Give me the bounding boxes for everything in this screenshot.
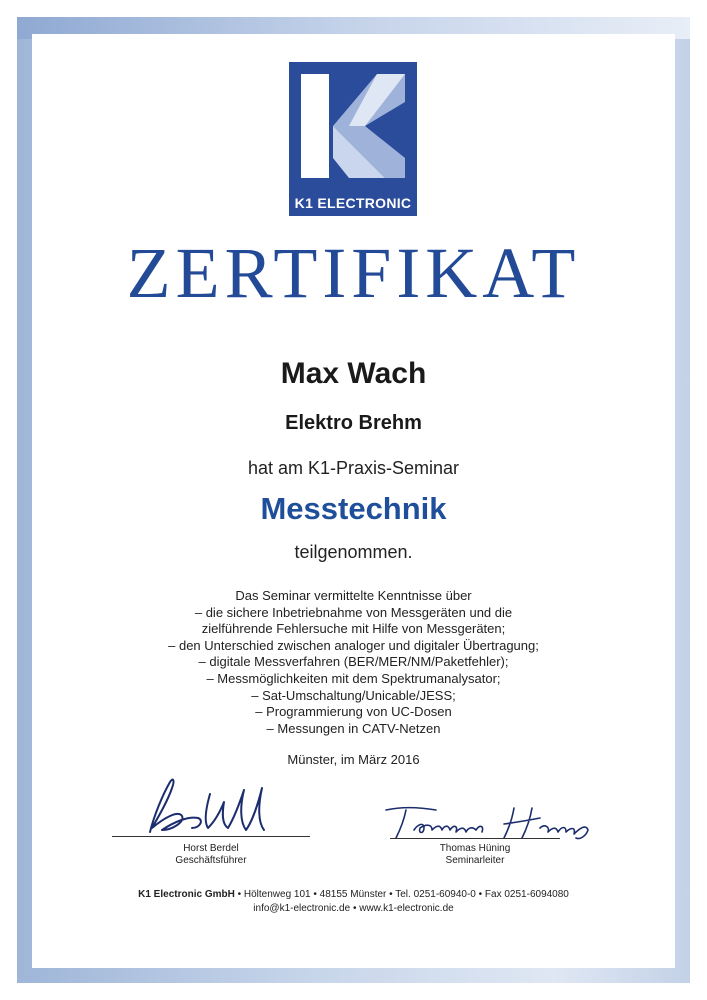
place-date: Münster, im März 2016 <box>287 752 420 767</box>
seminar-intro: hat am K1-Praxis-Seminar <box>247 458 460 478</box>
k1-logo-mark <box>289 62 417 190</box>
signature-line <box>390 838 560 839</box>
footer-contact: info@k1-electronic.de • www.k1-electronic.de <box>253 903 454 914</box>
seminar-name: Messtechnik <box>260 491 447 526</box>
content-line: zielführende Fehlersuche mit Hilfe von Messgeräten; <box>201 621 506 637</box>
k1-logo <box>289 62 417 216</box>
content-line: – Sat-Umschaltung/Unicable/JESS; <box>251 687 456 703</box>
signer-1 <box>112 843 310 867</box>
footer <box>32 888 675 916</box>
content-line: Das Seminar vermittelte Kenntnisse über <box>235 588 472 603</box>
content-line: – Messmöglichkeiten mit dem Spektrumanalysator; <box>206 670 501 686</box>
k1-logo-graphic <box>289 62 417 190</box>
signer-role: Geschäftsführer <box>175 855 247 866</box>
content-line: – digitale Messverfahren (BER/MER/NM/Paketfehler); <box>198 654 509 670</box>
content-line: – den Unterschied zwischen analoger und digitaler Übertragung; <box>168 637 539 653</box>
recipient-company: Elektro Brehm <box>285 412 422 434</box>
signature-berdel <box>112 772 312 836</box>
signer-name: Thomas Hüning <box>439 843 511 854</box>
footer-address-line <box>32 888 675 902</box>
seminar-content <box>32 588 675 737</box>
content-line: – Messungen in CATV-Netzen <box>266 720 441 736</box>
signer-role: Seminarleiter <box>445 855 505 866</box>
recipient-name: Max Wach <box>280 357 427 390</box>
signer-name: Horst Berdel <box>183 843 239 854</box>
content-line: – Programmierung von UC-Dosen <box>255 704 452 720</box>
signer-2 <box>390 843 560 867</box>
content-line: – die sichere Inbetriebnahme von Messgeräten und die <box>194 604 513 620</box>
signature-line <box>112 836 310 837</box>
certificate-title: ZERTIFIKAT <box>126 233 581 313</box>
footer-address: • Höltenweg 101 • 48155 Münster • Tel. 0251-60940-0 • Fax 0251-6094080 <box>234 889 569 900</box>
k1-logo-text: K1 ELECTRONIC <box>289 190 417 216</box>
footer-company: K1 Electronic GmbH <box>138 889 235 900</box>
completion-text: teilgenommen. <box>294 542 413 562</box>
